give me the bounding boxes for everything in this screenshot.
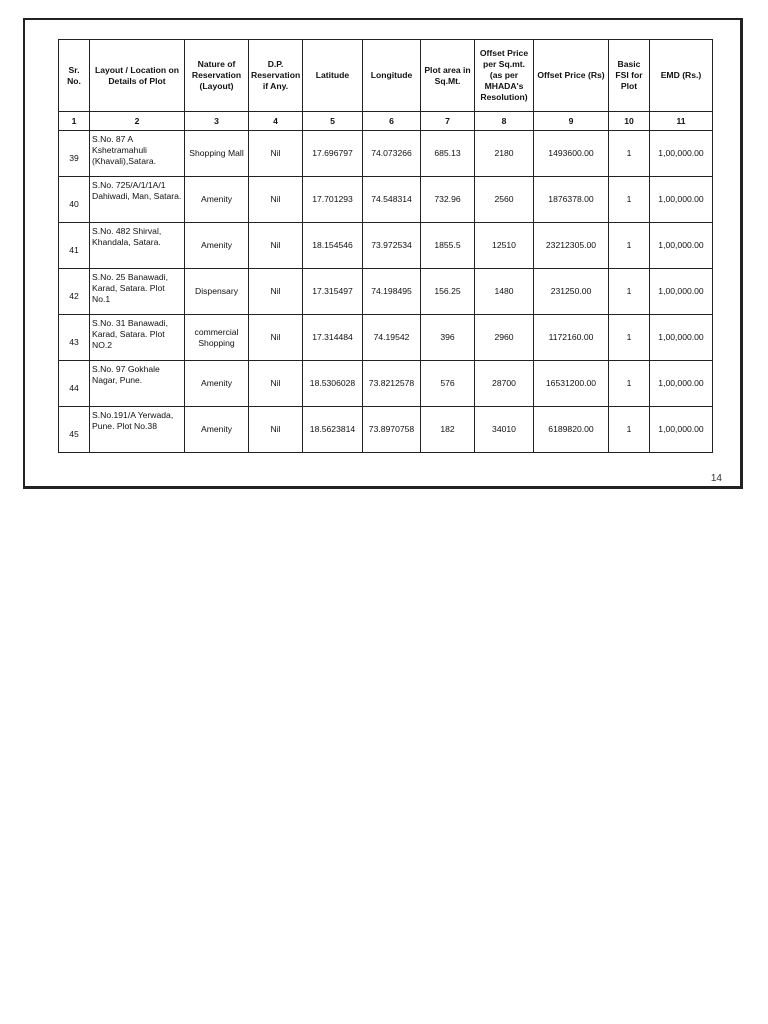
reservation-cell: Shopping Mall [185, 131, 249, 177]
fsi-cell: 1 [609, 361, 650, 407]
longitude-cell: 73.8970758 [363, 407, 421, 453]
plot-details-table [58, 39, 713, 453]
location-cell: S.No. 725/A/1/1A/1 Dahiwadi, Man, Satara. [90, 177, 185, 223]
header-basic-fsi: Basic FSI for Plot [609, 40, 650, 112]
table-header-row [59, 40, 713, 112]
offset-price-cell: 231250.00 [534, 269, 609, 315]
dp-reservation-cell: Nil [249, 407, 303, 453]
offset-price-cell: 1493600.00 [534, 131, 609, 177]
page-number: 14 [710, 473, 722, 484]
table-row [59, 223, 713, 269]
header-offset-price-per-sqmt: Offset Price per Sq.mt. (as per MHADA's Resolution) [475, 40, 534, 112]
plot-area-cell: 182 [421, 407, 475, 453]
location-cell: S.No.191/A Yerwada, Pune. Plot No.38 [90, 407, 185, 453]
column-number: 4 [249, 112, 303, 131]
sr-no-cell: 45 [59, 407, 90, 453]
reservation-cell: Amenity [185, 223, 249, 269]
column-number: 9 [534, 112, 609, 131]
header-location: Layout / Location on Details of Plot [90, 40, 185, 112]
emd-cell: 1,00,000.00 [650, 315, 713, 361]
latitude-cell: 17.696797 [303, 131, 363, 177]
fsi-cell: 1 [609, 407, 650, 453]
column-number: 7 [421, 112, 475, 131]
header-plot-area: Plot area in Sq.Mt. [421, 40, 475, 112]
dp-reservation-cell: Nil [249, 269, 303, 315]
offset-price-cell: 6189820.00 [534, 407, 609, 453]
column-number: 1 [59, 112, 90, 131]
price-per-sqmt-cell: 1480 [475, 269, 534, 315]
latitude-cell: 17.315497 [303, 269, 363, 315]
price-per-sqmt-cell: 34010 [475, 407, 534, 453]
plot-area-cell: 685.13 [421, 131, 475, 177]
column-number: 8 [475, 112, 534, 131]
column-number: 11 [650, 112, 713, 131]
table-row [59, 269, 713, 315]
column-number: 5 [303, 112, 363, 131]
plot-area-cell: 396 [421, 315, 475, 361]
column-number: 3 [185, 112, 249, 131]
emd-cell: 1,00,000.00 [650, 131, 713, 177]
longitude-cell: 73.972534 [363, 223, 421, 269]
table-row [59, 315, 713, 361]
sr-no-cell: 42 [59, 269, 90, 315]
header-offset-price: Offset Price (Rs) [534, 40, 609, 112]
price-per-sqmt-cell: 2960 [475, 315, 534, 361]
dp-reservation-cell: Nil [249, 177, 303, 223]
table-row [59, 131, 713, 177]
header-latitude: Latitude [303, 40, 363, 112]
latitude-cell: 18.5306028 [303, 361, 363, 407]
sr-no-cell: 40 [59, 177, 90, 223]
reservation-cell: Amenity [185, 361, 249, 407]
location-cell: S.No. 482 Shirval, Khandala, Satara. [90, 223, 185, 269]
column-number-row [59, 112, 713, 131]
longitude-cell: 73.8212578 [363, 361, 421, 407]
location-cell: S.No. 97 Gokhale Nagar, Pune. [90, 361, 185, 407]
emd-cell: 1,00,000.00 [650, 269, 713, 315]
reservation-cell: Amenity [185, 177, 249, 223]
latitude-cell: 17.314484 [303, 315, 363, 361]
dp-reservation-cell: Nil [249, 361, 303, 407]
price-per-sqmt-cell: 2560 [475, 177, 534, 223]
emd-cell: 1,00,000.00 [650, 223, 713, 269]
plot-area-cell: 1855.5 [421, 223, 475, 269]
header-emd: EMD (Rs.) [650, 40, 713, 112]
header-sr-no: Sr. No. [59, 40, 90, 112]
price-per-sqmt-cell: 12510 [475, 223, 534, 269]
emd-cell: 1,00,000.00 [650, 407, 713, 453]
sr-no-cell: 39 [59, 131, 90, 177]
latitude-cell: 18.154546 [303, 223, 363, 269]
column-number: 2 [90, 112, 185, 131]
fsi-cell: 1 [609, 223, 650, 269]
dp-reservation-cell: Nil [249, 315, 303, 361]
reservation-cell: Amenity [185, 407, 249, 453]
longitude-cell: 74.198495 [363, 269, 421, 315]
fsi-cell: 1 [609, 269, 650, 315]
plot-area-cell: 576 [421, 361, 475, 407]
reservation-cell: commercial Shopping [185, 315, 249, 361]
fsi-cell: 1 [609, 131, 650, 177]
dp-reservation-cell: Nil [249, 223, 303, 269]
offset-price-cell: 1876378.00 [534, 177, 609, 223]
column-number: 6 [363, 112, 421, 131]
offset-price-cell: 23212305.00 [534, 223, 609, 269]
latitude-cell: 18.5623814 [303, 407, 363, 453]
longitude-cell: 74.548314 [363, 177, 421, 223]
offset-price-cell: 1172160.00 [534, 315, 609, 361]
emd-cell: 1,00,000.00 [650, 361, 713, 407]
fsi-cell: 1 [609, 315, 650, 361]
header-longitude: Longitude [363, 40, 421, 112]
latitude-cell: 17.701293 [303, 177, 363, 223]
price-per-sqmt-cell: 28700 [475, 361, 534, 407]
offset-price-cell: 16531200.00 [534, 361, 609, 407]
table-row [59, 407, 713, 453]
location-cell: S.No. 31 Banawadi, Karad, Satara. Plot NO.2 [90, 315, 185, 361]
longitude-cell: 74.19542 [363, 315, 421, 361]
location-cell: S.No. 25 Banawadi, Karad, Satara. Plot No.1 [90, 269, 185, 315]
emd-cell: 1,00,000.00 [650, 177, 713, 223]
header-dp-reservation: D.P. Reservation if Any. [249, 40, 303, 112]
plot-area-cell: 732.96 [421, 177, 475, 223]
sr-no-cell: 43 [59, 315, 90, 361]
reservation-cell: Dispensary [185, 269, 249, 315]
longitude-cell: 74.073266 [363, 131, 421, 177]
location-cell: S.No. 87 A Kshetramahuli (Khavali),Satara. [90, 131, 185, 177]
dp-reservation-cell: Nil [249, 131, 303, 177]
price-per-sqmt-cell: 2180 [475, 131, 534, 177]
table-row [59, 361, 713, 407]
header-nature-of-reservation: Nature of Reservation (Layout) [185, 40, 249, 112]
fsi-cell: 1 [609, 177, 650, 223]
sr-no-cell: 41 [59, 223, 90, 269]
table-row [59, 177, 713, 223]
plot-area-cell: 156.25 [421, 269, 475, 315]
sr-no-cell: 44 [59, 361, 90, 407]
column-number: 10 [609, 112, 650, 131]
